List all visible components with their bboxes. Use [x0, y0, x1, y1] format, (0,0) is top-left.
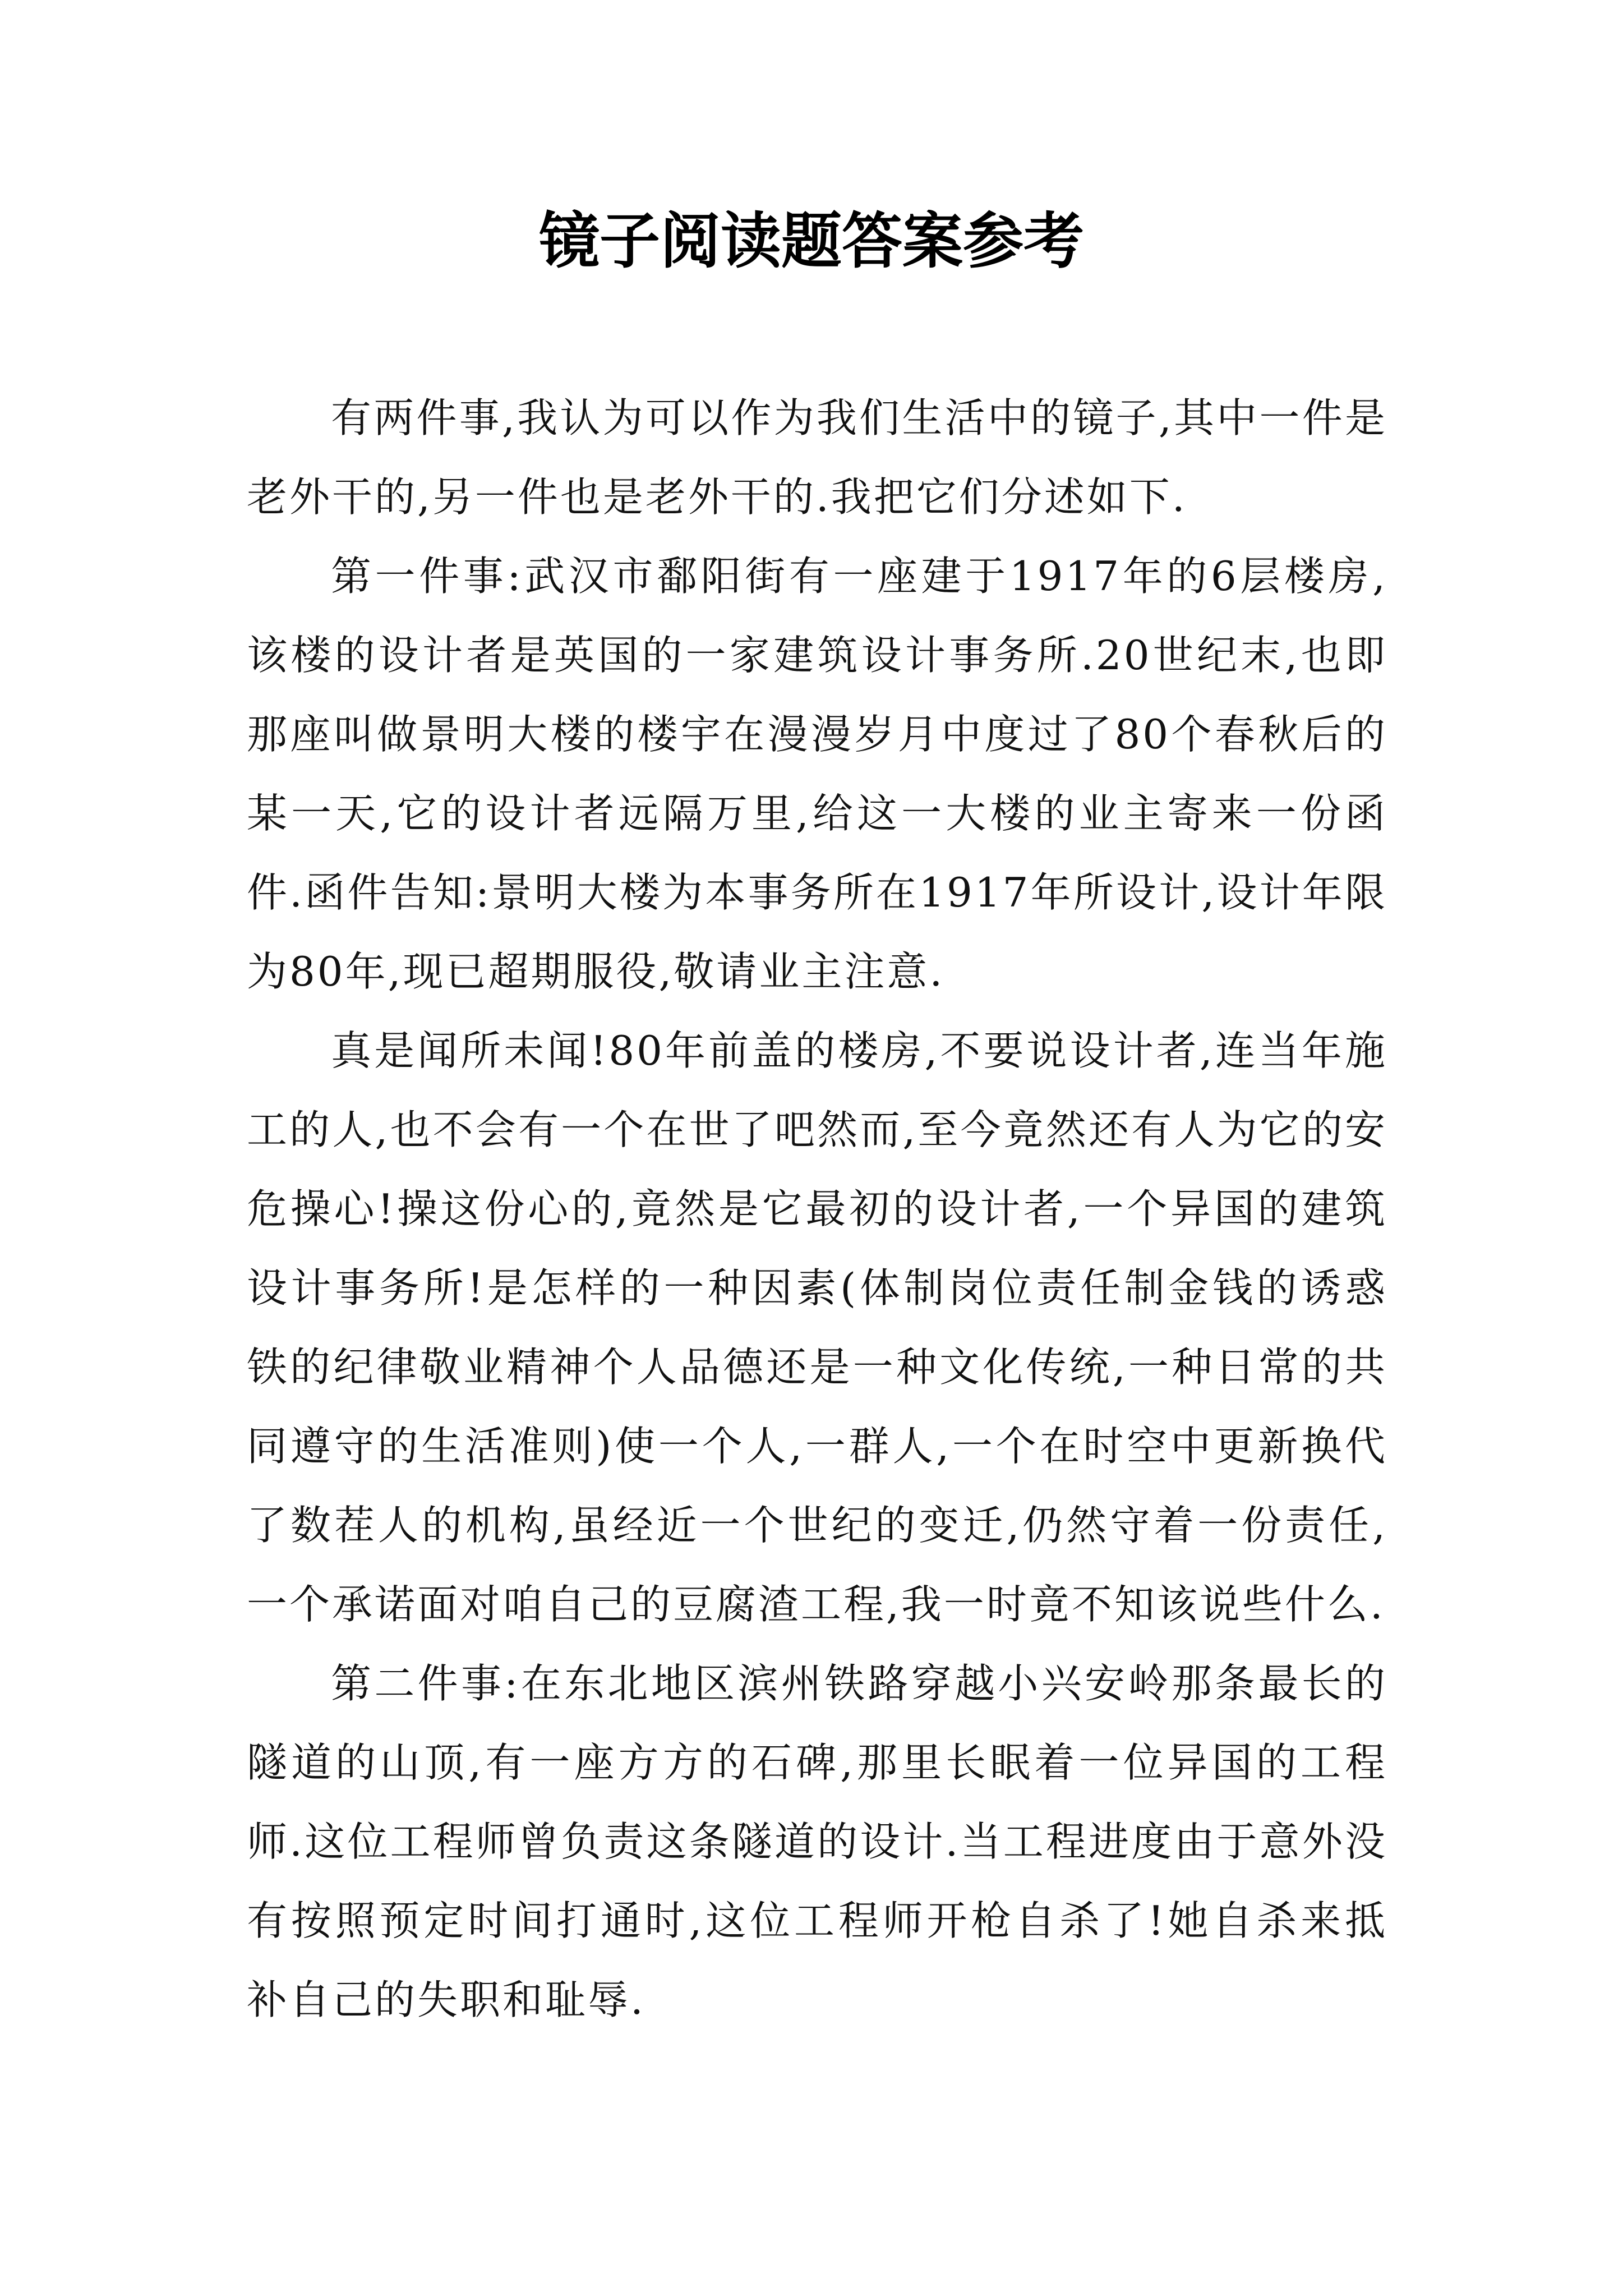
paragraph-4: 第二件事:在东北地区滨州铁路穿越小兴安岭那条最长的隧道的山顶,有一座方方的石碑,那里长眠着一位异国的工程师.这位工程师曾负责这条隧道的设计.当工程进度由于意外没有按照预定时间打通时,这位工程师开枪自杀了!她自杀来抵补自己的失职和耻辱.	[247, 1660, 1387, 2023]
document-title: 镜子阅读题答案参考	[538, 206, 1084, 277]
paragraph-3: 真是闻所未闻!80年前盖的楼房,不要说设计者,连当年施工的人,也不会有一个在世了吧然而,至今竟然还有人为它的安危操心!操这份心的,竟然是它最初的设计者,一个异国的建筑设计事务所!是怎样的一种因素(体制岗位责任制金钱的诱惑铁的纪律敬业精神个人品德还是一种文化传统,一种日常的共同遵守的生活准则)使一个人,一群人,一个在时空中更新换代了数茬人的机构,虽经近一个世纪的变迁,仍然守着一份责任,一个承诺面对咱自己的豆腐渣工程,我一时竟不知该说些什么.	[247, 1027, 1387, 1628]
document-body	[247, 379, 1387, 2040]
paragraph-2: 第一件事:武汉市鄱阳街有一座建于1917年的6层楼房,该楼的设计者是英国的一家建筑设计事务所.20世纪末,也即那座叫做景明大楼的楼宇在漫漫岁月中度过了80个春秋后的某一天,它的设计者远隔万里,给这一大楼的业主寄来一份函件.函件告知:景明大楼为本事务所在1917年所设计,设计年限为80年,现已超期服役,敬请业主注意.	[247, 553, 1387, 995]
paragraph-1: 有两件事,我认为可以作为我们生活中的镜子,其中一件是老外干的,另一件也是老外干的.我把它们分述如下.	[247, 394, 1387, 521]
